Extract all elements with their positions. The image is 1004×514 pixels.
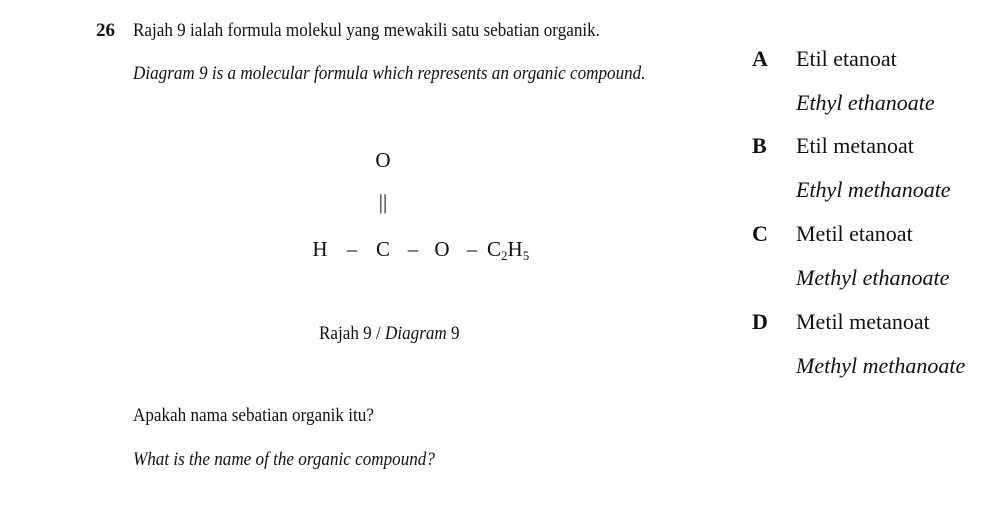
question-prompt-malay: Apakah nama sebatian organik itu?: [133, 405, 374, 426]
option-d-letter[interactable]: D: [752, 309, 768, 334]
formula-carbonyl-oxygen: O: [375, 148, 391, 172]
formula-ester-oxygen: O: [434, 237, 450, 261]
option-c-letter[interactable]: C: [752, 221, 768, 246]
option-a-malay[interactable]: Etil etanoat: [796, 46, 897, 71]
ethyl-hydrogen-subscript: 5: [522, 248, 530, 263]
caption-malay: Rajah 9 /: [319, 323, 386, 344]
formula-hydrogen: H: [312, 237, 328, 261]
option-b-letter[interactable]: B: [752, 133, 767, 158]
question-number: 26: [96, 20, 115, 41]
formula-double-bond: ||: [378, 190, 388, 214]
option-c-english[interactable]: Methyl ethanoate: [796, 265, 950, 290]
formula-bond-2: –: [407, 237, 419, 261]
question-stem-malay: Rajah 9 ialah formula molekul yang mewakili satu sebatian organik.: [133, 20, 600, 41]
question-stem-english: Diagram 9 is a molecular formula which represents an organic compound.: [133, 63, 646, 84]
question-prompt-english: What is the name of the organic compound?: [133, 449, 435, 470]
formula-bond-3: –: [466, 237, 478, 261]
option-d-english[interactable]: Methyl methanoate: [796, 353, 966, 378]
diagram-caption: [319, 323, 460, 345]
option-c-malay[interactable]: Metil etanoat: [796, 221, 913, 246]
option-d-malay[interactable]: Metil metanoat: [796, 309, 930, 334]
ethyl-hydrogen: H: [507, 237, 523, 261]
caption-english: Diagram: [385, 323, 447, 344]
option-a-english[interactable]: Ethyl ethanoate: [796, 90, 935, 115]
ethyl-carbon-subscript: 2: [501, 248, 508, 263]
formula-bond-1: –: [346, 237, 358, 261]
formula-ethyl-group: [487, 237, 529, 262]
ethyl-carbon: C: [487, 237, 502, 261]
caption-number: 9: [446, 323, 460, 344]
formula-carbon: C: [375, 237, 390, 261]
option-b-english[interactable]: Ethyl methanoate: [796, 177, 951, 202]
option-b-malay[interactable]: Etil metanoat: [796, 133, 914, 158]
option-a-letter[interactable]: A: [752, 46, 768, 71]
